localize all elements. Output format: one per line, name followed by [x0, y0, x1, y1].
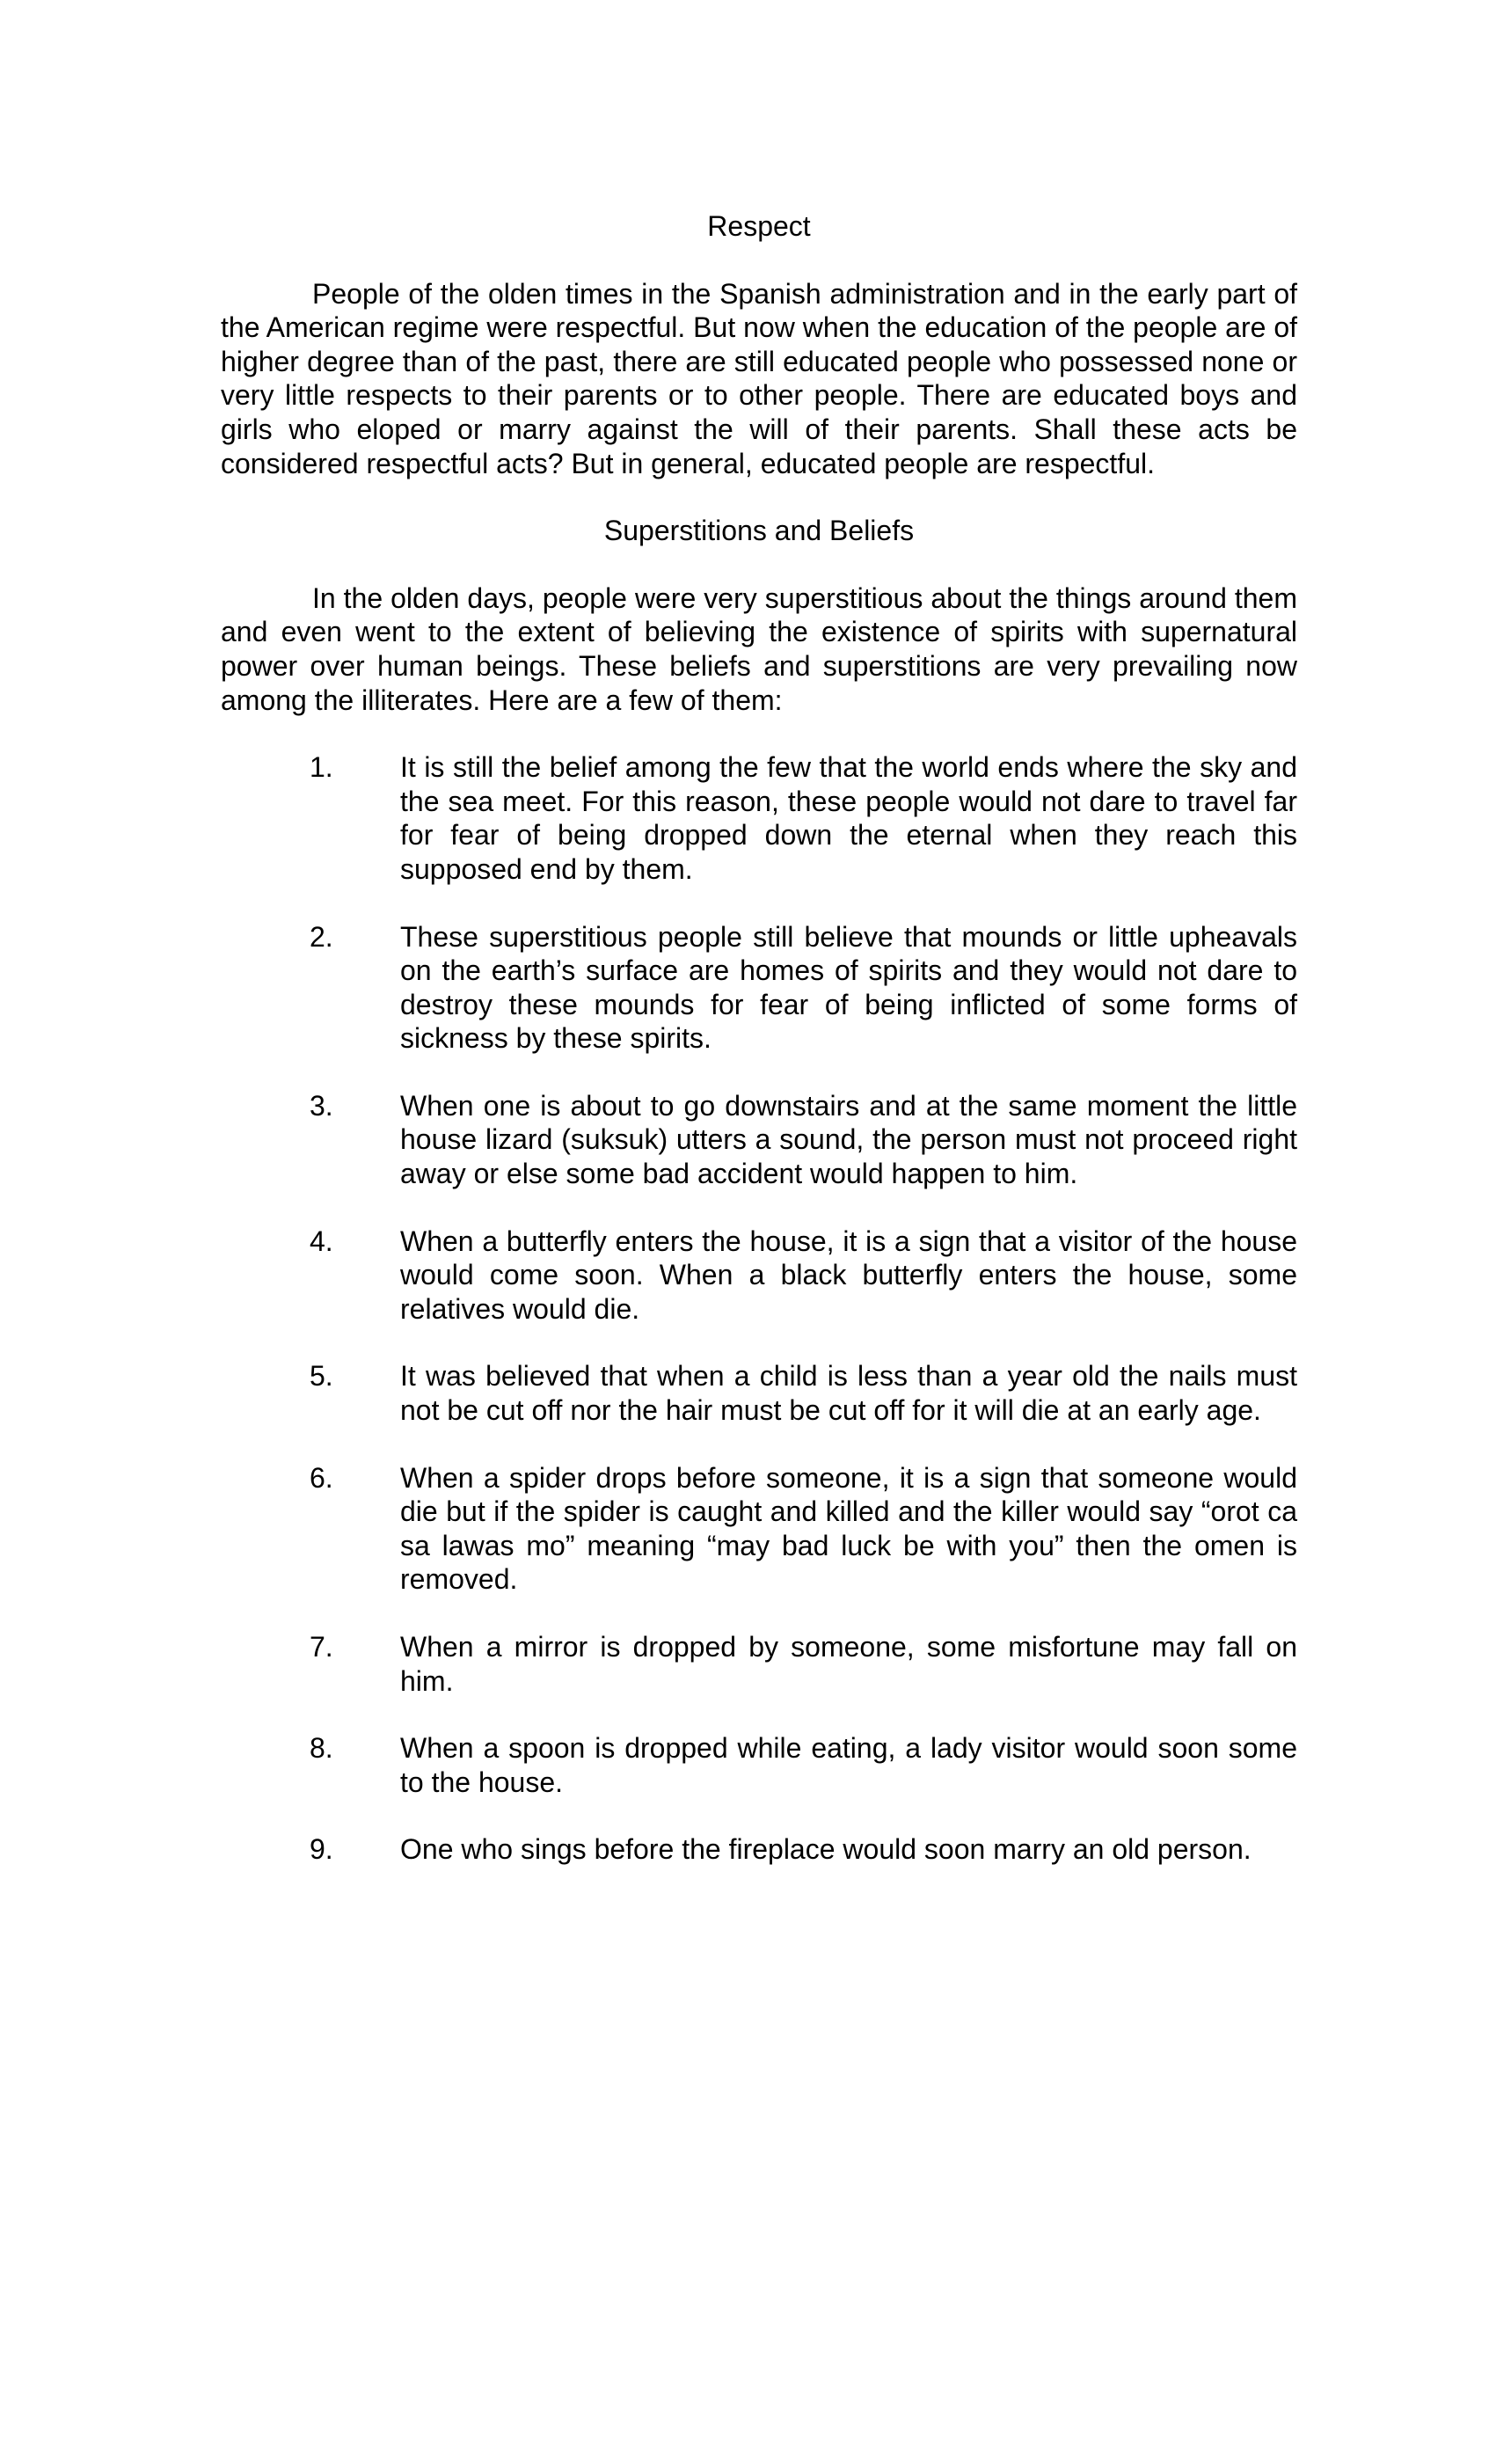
list-item	[221, 1731, 1297, 1799]
list-item	[221, 920, 1297, 1056]
list-item-text: When a spoon is dropped while eating, a lady visitor would soon some to the house.	[400, 1732, 1297, 1798]
list-item-text: These superstitious people still believe that mounds or little upheavals on the earth’s surface are homes of spirits and they would not dare to destroy these mounds for fear of being inflicted of some forms of sickness by these spirits.	[400, 920, 1297, 1055]
list-item-text: It is still the belief among the few that the world ends where the sky and the sea meet. For this reason, these people would not dare to travel far for fear of being dropped down the eternal when they reach this supposed end by them.	[400, 751, 1297, 885]
spacer	[221, 480, 1297, 514]
superstitions-paragraph: In the olden days, people were very superstitious about the things around them and even went to the extent of believing the existence of spirits with supernatural power over human beings. These beliefs and superstitions are very prevailing now among the illiterates. Here are a few of them:	[221, 581, 1297, 716]
list-item-number: 5.	[310, 1360, 333, 1393]
respect-heading: Respect	[707, 210, 811, 242]
list-item-number: 1.	[310, 751, 333, 784]
list-item-text: When a mirror is dropped by someone, some misfortune may fall on him.	[400, 1631, 1297, 1697]
spacer	[221, 717, 1297, 750]
list-item-number: 4.	[310, 1225, 333, 1257]
list-item	[221, 1461, 1297, 1597]
list-item	[221, 750, 1297, 886]
list-item	[221, 1089, 1297, 1191]
list-item-text: It was believed that when a child is less than a year old the nails must not be cut off nor the hair must be cut off for it will die at an early age.	[400, 1360, 1297, 1427]
list-item-number: 8.	[310, 1732, 333, 1765]
list-item-text: When a butterfly enters the house, it is a sign that a visitor of the house would come soon. When a black butterfly enters the house, some relatives would die.	[400, 1225, 1297, 1325]
respect-paragraph: People of the olden times in the Spanish administration and in the early part of the American regime were respectful. But now when the education of the people are of higher degree than of the past, there are still educated people who possessed none or very little respects to their parents or to other people. There are educated boys and girls who eloped or marry against the will of their parents. Shall these acts be considered respectful acts? But in general, educated people are respectful.	[221, 277, 1297, 479]
superstitions-heading: Superstitions and Beliefs	[603, 515, 915, 547]
list-item-text: When a spider drops before someone, it is a sign that someone would die but if the spider is caught and killed and the killer would say “orot ca sa lawas mo” meaning “may bad luck be with you” then the omen is removed.	[400, 1461, 1297, 1596]
spacer	[221, 244, 1297, 277]
list-item	[221, 1832, 1297, 1867]
list-item-number: 6.	[310, 1461, 333, 1494]
list-item	[221, 1630, 1297, 1698]
superstitions-list	[221, 750, 1297, 1867]
list-item-number: 9.	[310, 1833, 333, 1866]
spacer	[221, 548, 1297, 581]
list-item-number: 2.	[310, 920, 333, 953]
list-item	[221, 1359, 1297, 1427]
list-item-number: 7.	[310, 1631, 333, 1663]
list-item-text: When one is about to go downstairs and at the same moment the little house lizard (suksuk) utters a sound, the person must not proceed right away or else some bad accident would happen to him.	[400, 1089, 1297, 1190]
list-item	[221, 1225, 1297, 1327]
page-content	[221, 209, 1297, 1867]
list-item-number: 3.	[310, 1089, 333, 1122]
list-item-text: One who sings before the fireplace would soon marry an old person.	[400, 1833, 1252, 1866]
